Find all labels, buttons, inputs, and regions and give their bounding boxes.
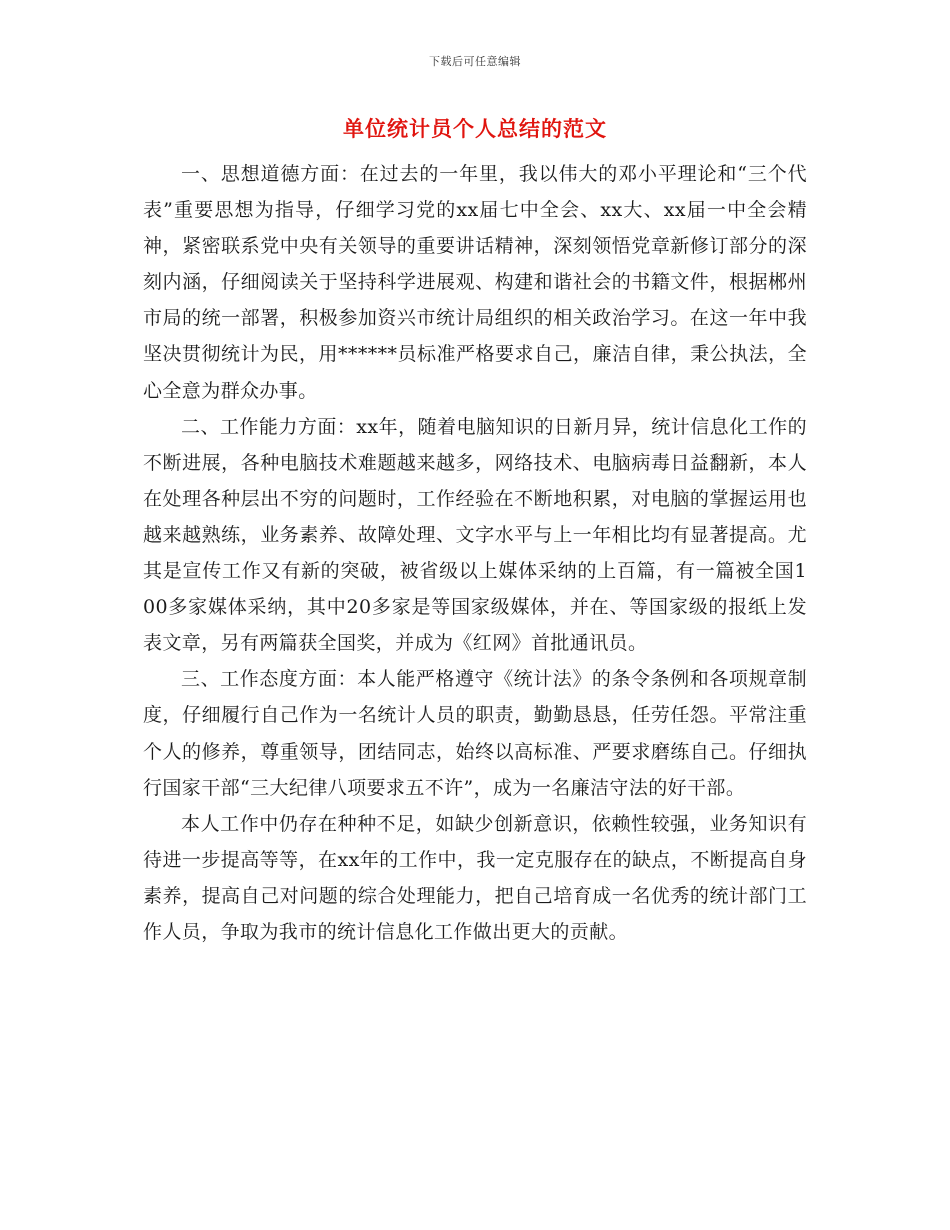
document-title: 单位统计员个人总结的范文	[343, 116, 607, 141]
paragraph-shortcomings: 本人工作中仍存在种种不足，如缺少创新意识，依赖性较强，业务知识有待进一步提高等等，在xx年的工作中，我一定克服存在的缺点，不断提高自身素养，提高自己对问题的综合处理能力，把自己培育成一名优秀的统计部门工作人员，争取为我市的统计信息化工作做出更大的贡献。	[143, 812, 807, 943]
paragraph-work-attitude: 三、工作态度方面：本人能严格遵守《统计法》的条令条例和各项规章制度，仔细履行自己作为一名统计人员的职责，勤勤恳恳，任劳任怨。平常注重个人的修养，尊重领导，团结同志，始终以高标准、严要求磨练自己。仔细执行国家干部“三大纪律八项要求五不许”，成为一名廉洁守法的好干部。	[143, 668, 807, 799]
paragraph-work-ability: 二、工作能力方面：xx年，随着电脑知识的日新月异，统计信息化工作的不断进展，各种电脑技术难题越来越多，网络技术、电脑病毒日益翻新，本人在处理各种层出不穷的问题时，工作经验在不断地积累，对电脑的掌握运用也越来越熟练，业务素养、故障处理、文字水平与上一年相比均有显著提高。尤其是宣传工作又有新的突破，被省级以上媒体采纳的上百篇，有一篇被全国100多家媒体采纳，其中20多家是等国家级媒体，并在、等国家级的报纸上发表文章，另有两篇获全国奖，并成为《红网》首批通讯员。	[143, 415, 807, 655]
document-body	[143, 156, 807, 950]
download-note: 下载后可任意编辑	[429, 55, 521, 68]
paragraph-ideology: 一、思想道德方面：在过去的一年里，我以伟大的邓小平理论和“三个代表”重要思想为指导，仔细学习党的xx届七中全会、xx大、xx届一中全会精神，紧密联系党中央有关领导的重要讲话精神，深刻领悟党章新修订部分的深刻内涵，仔细阅读关于坚持科学进展观、构建和谐社会的书籍文件，根据郴州市局的统一部署，积极参加资兴市统计局组织的相关政治学习。在这一年中我坚决贯彻统计为民，用******员标准严格要求自己，廉洁自律，秉公执法，全心全意为群众办事。	[143, 163, 807, 402]
